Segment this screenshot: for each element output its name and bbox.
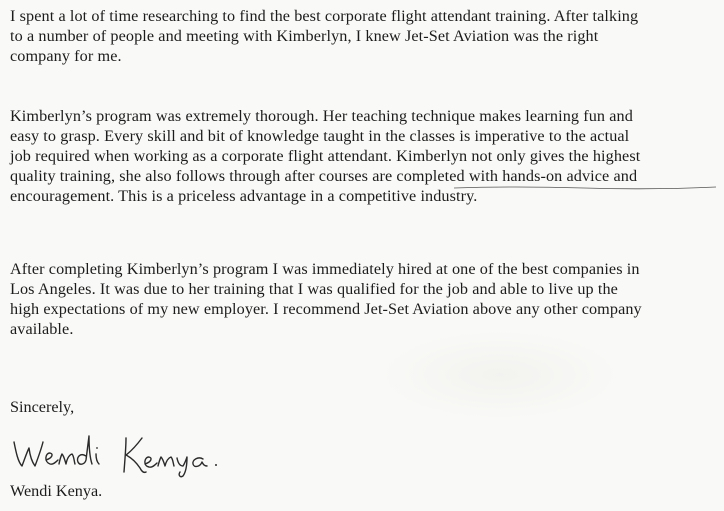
scan-underline-mark	[454, 185, 716, 191]
closing-salutation: Sincerely,	[10, 398, 75, 416]
paragraph-line: Kimberlyn’s program was extremely thorough. Her teaching technique makes learning fun and	[10, 107, 633, 125]
paragraph-line: Los Angeles. It was due to her training that I was qualified for the job and able to live up the	[10, 280, 618, 298]
paragraph-line: quality training, she also follows through after courses are completed with hands-on advice and	[10, 167, 638, 185]
paragraph-line: After completing Kimberlyn’s program I was immediately hired at one of the best companies in	[10, 260, 640, 278]
scan-smudge	[380, 330, 620, 420]
paragraph-line: encouragement. This is a priceless advantage in a competitive industry.	[10, 187, 478, 205]
signer-name: Wendi Kenya.	[10, 482, 103, 500]
paragraph-line: company for me.	[10, 47, 122, 65]
paragraph-line: to a number of people and meeting with Kimberlyn, I knew Jet-Set Aviation was the right	[10, 27, 599, 45]
paragraph-line: easy to grasp. Every skill and bit of knowledge taught in the classes is imperative to the actual	[10, 127, 630, 145]
paragraph-line: I spent a lot of time researching to find the best corporate flight attendant training. After talking	[10, 7, 639, 25]
handwritten-signature	[8, 428, 248, 478]
paragraph-1	[10, 6, 638, 66]
paragraph-2	[10, 106, 640, 206]
paragraph-line: high expectations of my new employer. I recommend Jet-Set Aviation above any other company	[10, 300, 642, 318]
paragraph-3	[10, 259, 642, 339]
paragraph-line: available.	[10, 320, 74, 338]
paragraph-line: job required when working as a corporate flight attendant. Kimberlyn not only gives the highest	[10, 147, 641, 165]
